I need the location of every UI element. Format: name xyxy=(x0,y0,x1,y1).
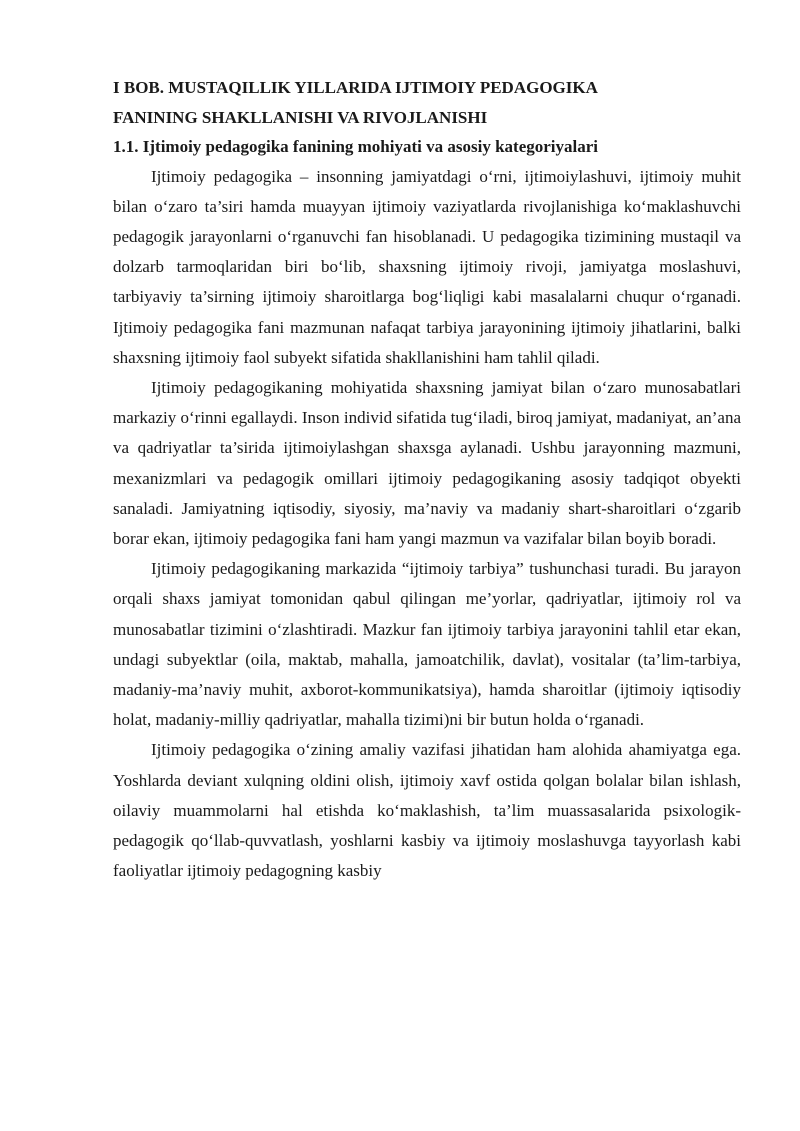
section-title: 1.1. Ijtimoiy pedagogika fanining mohiyati va asosiy kategoriyalari xyxy=(113,137,598,156)
paragraph-3: Ijtimoiy pedagogikaning markazida “ijtimoiy tarbiya” tushunchasi turadi. Bu jarayon orqali shaxs jamiyat tomonidan qabul qilingan me’yorlar, qadriyatlar, ijtimoiy rol va munosabatlar tizimini o‘zlashtiradi. Mazkur fan ijtimoiy tarbiya jarayonini tahlil etar ekan, undagi subyektlar (oila, maktab, mahalla, jamoatchilik, davlat), vositalar (ta’lim-tarbiya, madaniy-ma’naviy muhit, axborot-kommunikatsiya), hamda sharoitlar (ijtimoiy iqtisodiy holat, madaniy-milliy qadriyatlar, mahalla tizimi)ni bir butun holda o‘rganadi. xyxy=(113,559,741,730)
paragraph-2: Ijtimoiy pedagogikaning mohiyatida shaxsning jamiyat bilan o‘zaro munosabatlari markaziy o‘rinni egallaydi. Inson individ sifatida tug‘iladi, biroq jamiyat, madaniyat, an’ana va qadriyatlar ta’sirida ijtimoiylashgan shaxsga aylanadi. Ushbu jarayonning mazmuni, mexanizmlari va pedagogik omillari ijtimoiy pedagogikaning asosiy tadqiqot obyekti sanaladi. Jamiyatning iqtisodiy, siyosiy, ma’naviy va madaniy shart-sharoitlari o‘zgarib borar ekan, ijtimoiy pedagogika fani ham yangi mazmun va vazifalar bilan boyib boradi. xyxy=(113,377,741,548)
chapter-title xyxy=(113,73,741,132)
paragraph-4: Ijtimoiy pedagogika o‘zining amaliy vazifasi jihatidan ham alohida ahamiyatga ega. Yoshlarda deviant xulqning oldini olish, ijtimoiy xavf ostida qolgan bolalar bilan ishlash, oilaviy muammolarni hal etishda ko‘maklashish, ta’lim muassasalarida psixologik-pedagogik qo‘llab-quvvatlash, yoshlarni kasbiy va ijtimoiy moslashuvga tayyorlash kabi faoliyatlar ijtimoiy pedagogning kasbiy xyxy=(113,740,741,881)
document-body xyxy=(113,73,741,886)
paragraph-1: Ijtimoiy pedagogika – insonning jamiyatdagi o‘rni, ijtimoiylashuvi, ijtimoiy muhit bilan o‘zaro ta’siri hamda muayyan ijtimoiy vaziyatlarda rivojlanishiga ko‘maklashuvchi pedagogik jarayonlarni o‘rganuvchi fan hisoblanadi. U pedagogika tizimining mustaqil va dolzarb tarmoqlaridan biri bo‘lib, shaxsning ijtimoiy rivoji, jamiyatga moslashuvi, tarbiyaviy ta’sirning ijtimoiy sharoitlarga bog‘liqligi kabi masalalarni chuqur o‘rganadi. Ijtimoiy pedagogika fani mazmunan nafaqat tarbiya jarayonining ijtimoiy jihatlarini, balki shaxsning ijtimoiy faol subyekt sifatida shakllanishini ham tahlil qiladi. xyxy=(113,166,741,367)
chapter-title-line-1: I BOB. MUSTAQILLIK YILLARIDA IJTIMOIY PEDAGOGIKA xyxy=(113,78,598,97)
chapter-title-line-2: FANINING SHAKLLANISHI VA RIVOJLANISHI xyxy=(113,107,488,127)
